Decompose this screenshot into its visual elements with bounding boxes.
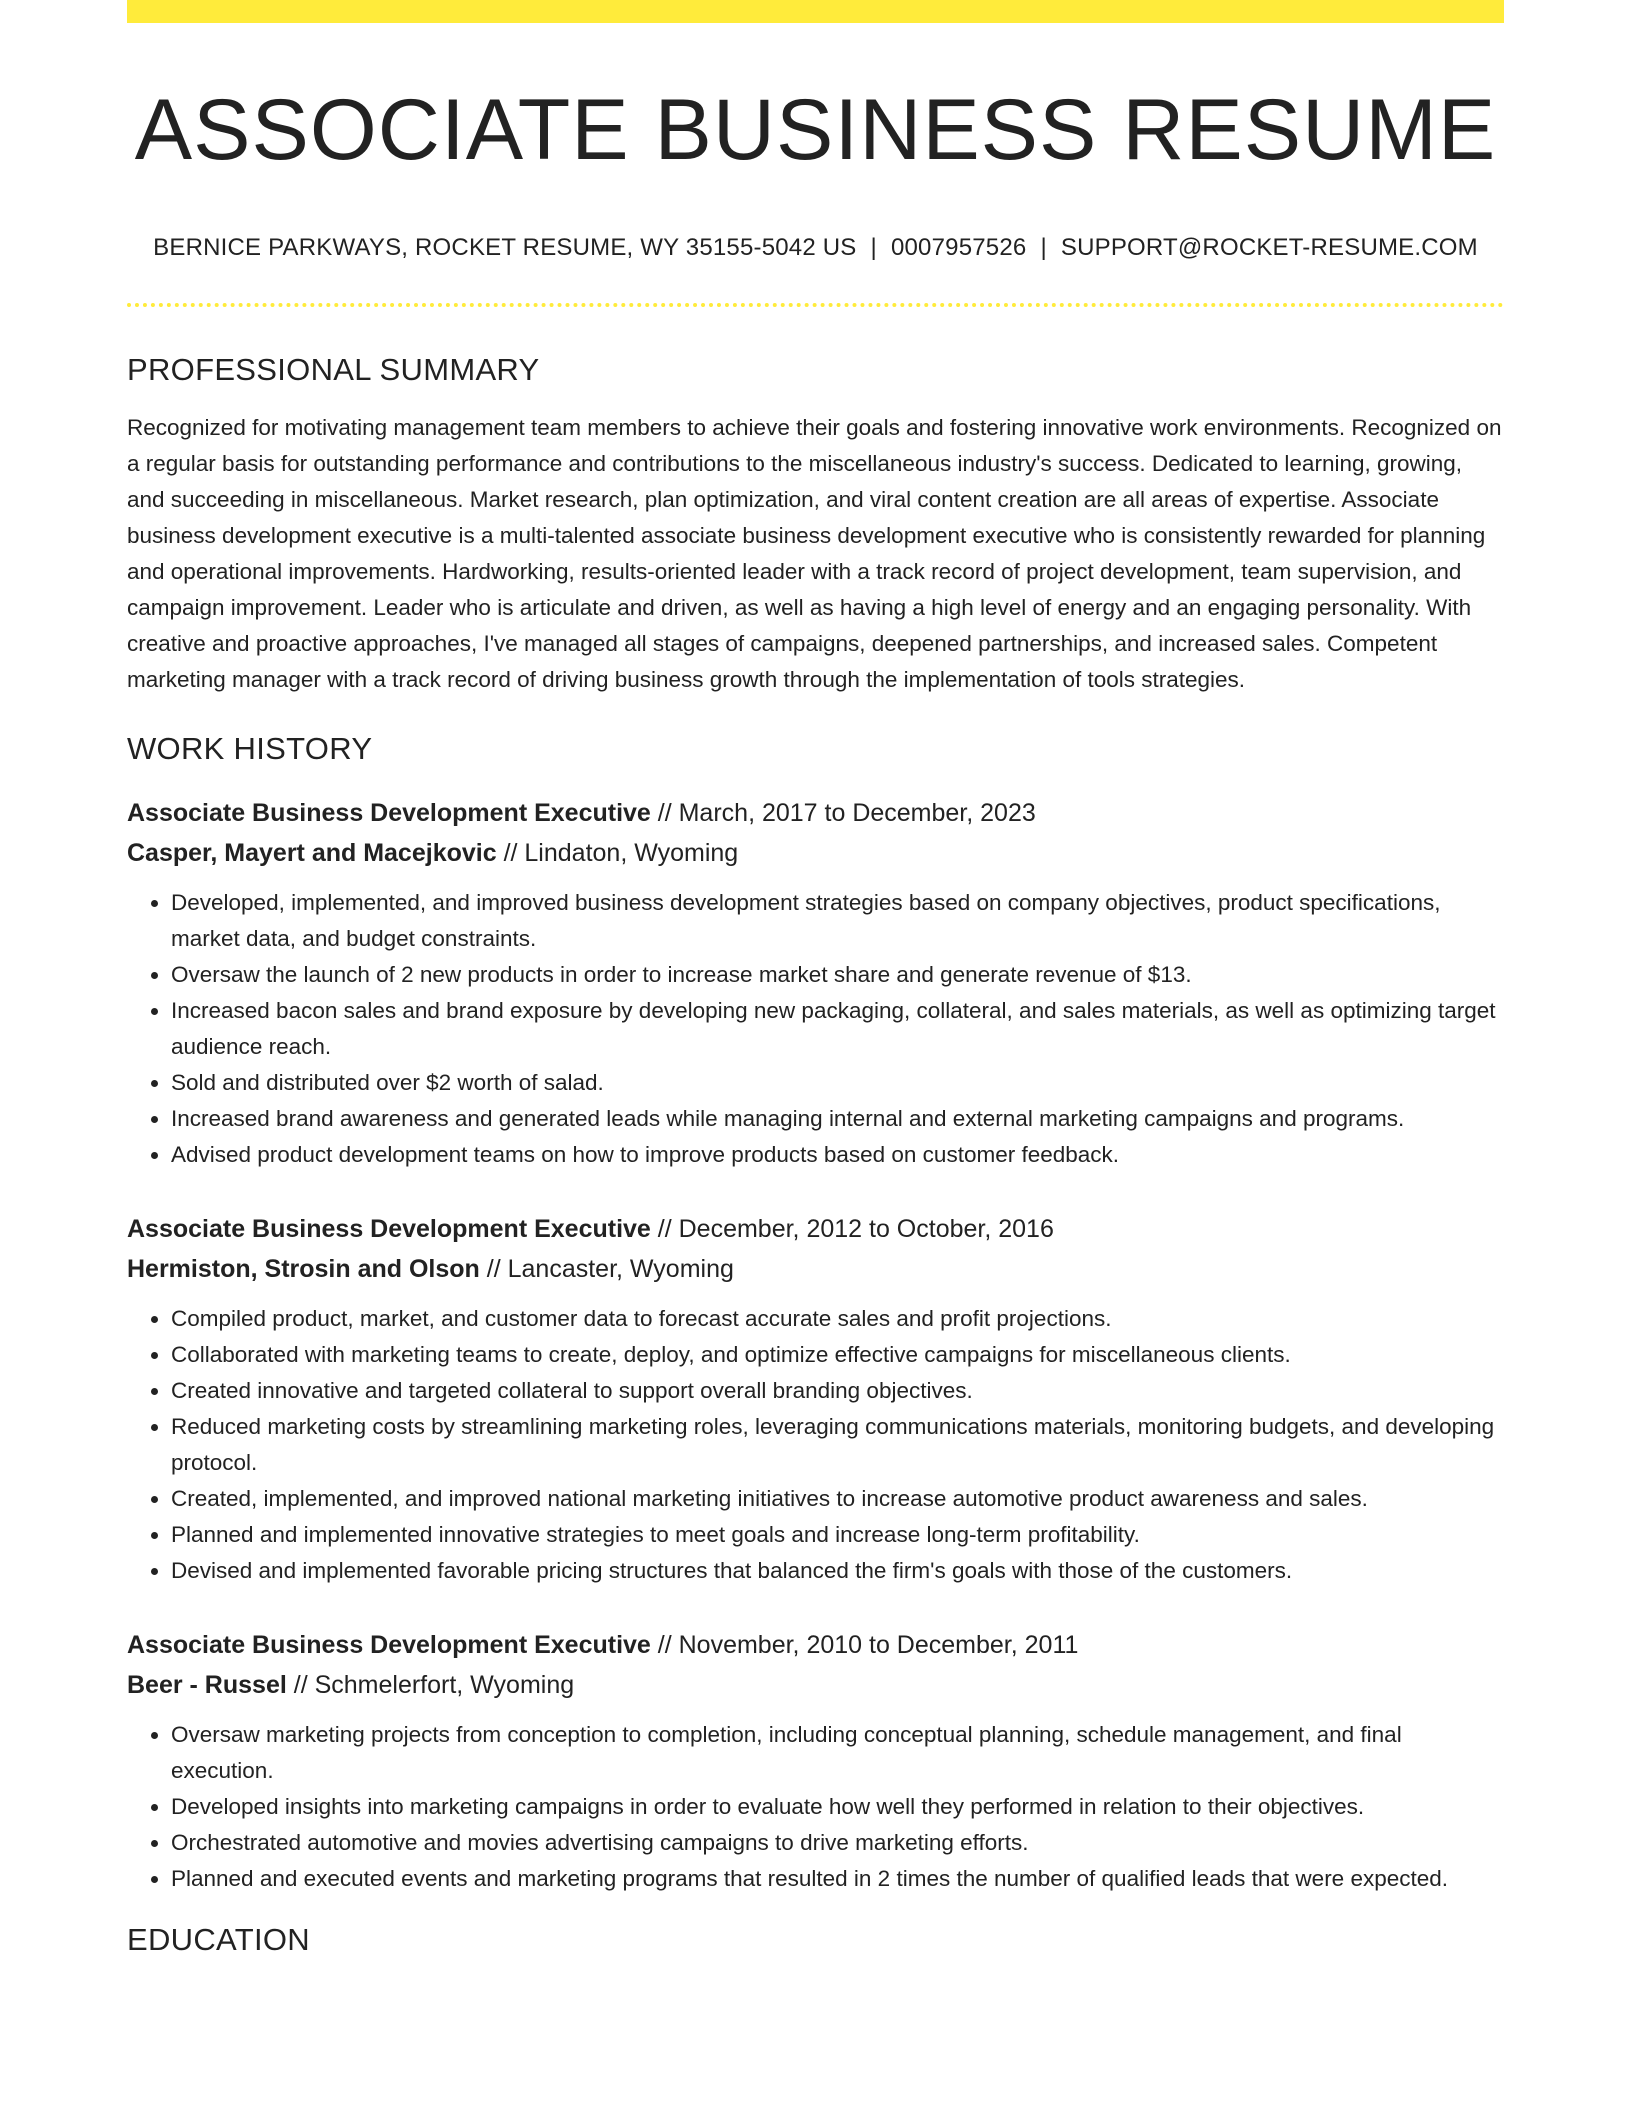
summary-heading: PROFESSIONAL SUMMARY <box>127 351 540 387</box>
work-history-heading: WORK HISTORY <box>127 730 373 766</box>
job-bullet: • Devised and implemented favorable pricing structures that balanced the firm's goals with those of the customers. <box>171 1553 1504 1589</box>
job-company: Casper, Mayert and Macejkovic <box>127 839 497 868</box>
job-location: // Lancaster, Wyoming <box>479 1255 734 1284</box>
job-bullet: • Orchestrated automotive and movies advertising campaigns to drive marketing efforts. <box>171 1825 1504 1861</box>
education-section <box>127 1921 1504 1958</box>
job-title-line <box>127 1625 1504 1665</box>
dotted-divider <box>127 303 1504 307</box>
job-location: // Schmelerfort, Wyoming <box>286 1671 575 1700</box>
job-bullet: • Planned and implemented innovative strategies to meet goals and increase long-term profitability. <box>171 1517 1504 1553</box>
contact-separator: | <box>1040 233 1047 261</box>
top-accent-bar <box>127 0 1504 23</box>
job-location: // Lindaton, Wyoming <box>496 839 739 868</box>
job-bullet: • Advised product development teams on how to improve products based on customer feedback. <box>171 1137 1504 1173</box>
job-dates: // November, 2010 to December, 2011 <box>650 1631 1079 1660</box>
job-company-line <box>127 1249 1504 1289</box>
contact-address: BERNICE PARKWAYS, ROCKET RESUME, WY 35155-5042 US <box>153 233 857 261</box>
job-title: Associate Business Development Executive <box>127 799 651 828</box>
job-company-line <box>127 833 1504 873</box>
job-bullet-list <box>127 885 1504 1173</box>
job-bullet: • Oversaw marketing projects from conception to completion, including conceptual planning, schedule management, and final execution. <box>171 1717 1504 1789</box>
job-bullet: • Developed, implemented, and improved business development strategies based on company objectives, product specifications, market data, and budget constraints. <box>171 885 1504 957</box>
job-entry <box>127 1209 1504 1589</box>
job-dates: // March, 2017 to December, 2023 <box>650 799 1036 828</box>
job-bullet: • Created innovative and targeted collateral to support overall branding objectives. <box>171 1373 1504 1409</box>
resume-page <box>127 0 1504 1958</box>
job-bullet: • Reduced marketing costs by streamlining marketing roles, leveraging communications materials, monitoring budgets, and developing protocol. <box>171 1409 1504 1481</box>
job-bullet: • Increased bacon sales and brand exposure by developing new packaging, collateral, and sales materials, as well as optimizing target audience reach. <box>171 993 1504 1065</box>
job-bullet-list <box>127 1717 1504 1897</box>
summary-text: Recognized for motivating management team members to achieve their goals and fostering innovative work environments. Recognized on a regular basis for outstanding performance and contributions to the miscellaneous industry's success. Dedicated to learning, growing, and succeeding in miscellaneous. Market research, plan optimization, and viral content creation are all areas of expertise. Associate business development executive is a multi-talented associate business development executive who is consistently rewarded for planning and operational improvements. Hardworking, results-oriented leader with a track record of project development, team supervision, and campaign improvement. Leader who is articulate and driven, as well as having a high level of energy and an engaging personality. With creative and proactive approaches, I've managed all stages of campaigns, deepened partnerships, and increased sales. Competent marketing manager with a track record of driving business growth through the implementation of tools strategies. <box>127 414 1502 692</box>
contact-phone: 0007957526 <box>890 233 1027 261</box>
job-bullet: • Sold and distributed over $2 worth of salad. <box>171 1065 1504 1101</box>
job-bullet: • Developed insights into marketing campaigns in order to evaluate how well they performed in relation to their objectives. <box>171 1789 1504 1825</box>
job-bullet: • Collaborated with marketing teams to create, deploy, and optimize effective campaigns for miscellaneous clients. <box>171 1337 1504 1373</box>
contact-email: SUPPORT@ROCKET-RESUME.COM <box>1060 233 1478 261</box>
job-entry <box>127 793 1504 1173</box>
job-title-line <box>127 1209 1504 1249</box>
job-entry <box>127 1625 1504 1897</box>
job-title: Associate Business Development Executive <box>127 1631 651 1660</box>
job-bullet-list <box>127 1301 1504 1589</box>
professional-summary-section <box>127 351 1504 698</box>
contact-separator: | <box>870 233 877 261</box>
job-bullet: • Created, implemented, and improved national marketing initiatives to increase automotive product awareness and sales. <box>171 1481 1504 1517</box>
job-dates: // December, 2012 to October, 2016 <box>650 1215 1054 1244</box>
resume-title: ASSOCIATE BUSINESS RESUME <box>134 82 1497 178</box>
contact-line <box>127 234 1504 263</box>
job-title: Associate Business Development Executive <box>127 1215 651 1244</box>
job-title-line <box>127 793 1504 833</box>
job-company: Hermiston, Strosin and Olson <box>127 1255 480 1284</box>
job-bullet: • Planned and executed events and marketing programs that resulted in 2 times the number of qualified leads that were expected. <box>171 1861 1504 1897</box>
job-bullet: • Oversaw the launch of 2 new products in order to increase market share and generate revenue of $13. <box>171 957 1504 993</box>
job-bullet: • Compiled product, market, and customer data to forecast accurate sales and profit projections. <box>171 1301 1504 1337</box>
job-bullet: • Increased brand awareness and generated leads while managing internal and external marketing campaigns and programs. <box>171 1101 1504 1137</box>
education-heading: EDUCATION <box>127 1922 310 1958</box>
job-company: Beer - Russel <box>127 1671 287 1700</box>
job-company-line <box>127 1665 1504 1705</box>
work-history-section <box>127 730 1504 1897</box>
